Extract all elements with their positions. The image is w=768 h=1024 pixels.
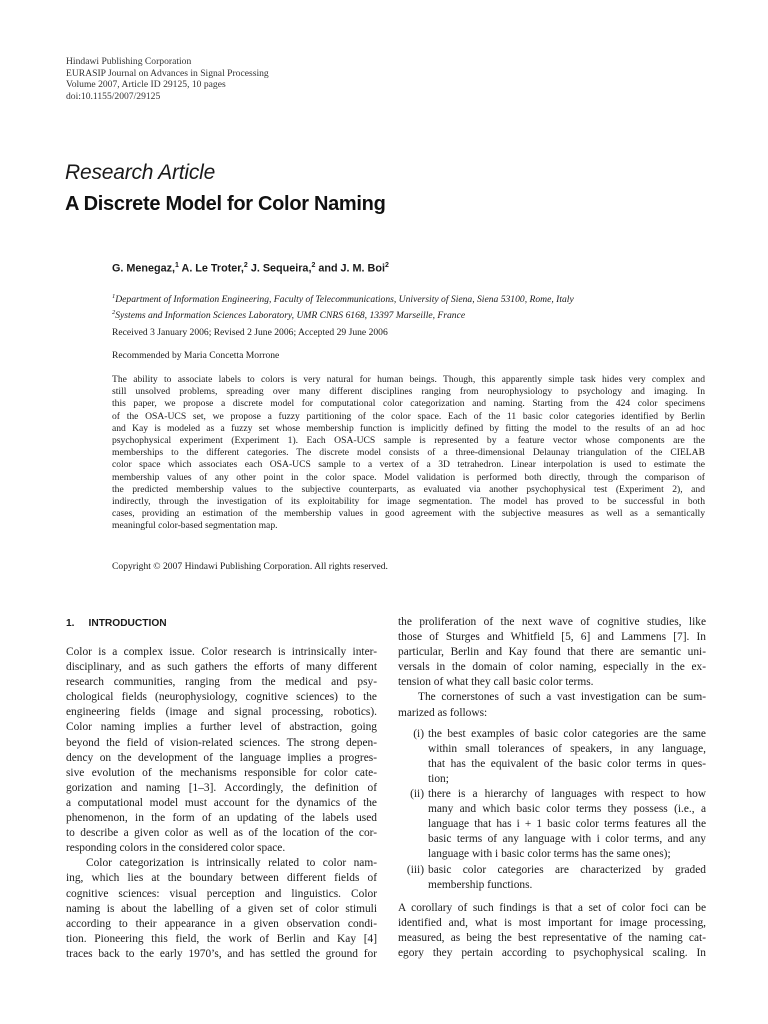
affiliation (112, 306, 574, 322)
text-line: membership functions. (428, 878, 533, 891)
text-line: identified and, what is most important for image processing, (398, 916, 706, 929)
article-kind: Research Article (65, 161, 216, 184)
author-affiliation-mark: 2 (243, 262, 248, 269)
paper-title: A Discrete Model for Color Naming (65, 193, 386, 215)
text-line: responding colors in the considered color space. (66, 842, 286, 855)
journal-name: EURASIP Journal on Advances in Signal Processing (66, 67, 269, 79)
author-affiliation-mark: 2 (384, 262, 389, 269)
text-line: Color is a complex issue. Color research is intrinsically inter- (66, 646, 377, 658)
abstract-line: membership values of any other point in the color space. Model validation is performed both directly, through the comparison of (112, 471, 705, 483)
text-line: tion. Pioneering this field, the work of Berlin and Kay [4] (66, 932, 377, 945)
text-line: those of Sturges and Whitfield [5, 6] and Lammens [7]. In (398, 631, 706, 644)
text-line: the proliferation of the next wave of cognitive studies, like (398, 616, 706, 628)
abstract-line: meaningful color-based segmentation map. (112, 520, 278, 532)
body-column-right (398, 615, 706, 961)
copyright-notice: Copyright © 2007 Hindawi Publishing Corporation. All rights reserved. (112, 561, 388, 572)
text-line: dency on the development of the language implies a progres- (66, 751, 377, 764)
abstract-line: indirectly, through the investigation of its exploitability for image segmentation. The model has proved to be successful in both (112, 496, 705, 508)
abstract-line: psychophysical experiment (Experiment 1). Each OSA-UCS sample is represented by a feature vector whose components are the (112, 435, 705, 447)
text-line: versals in the domain of color naming, especially in the ex- (398, 661, 706, 674)
text-line: there is a hierarchy of languages with respect to how (428, 788, 706, 801)
section-title: INTRODUCTION (88, 618, 167, 629)
affiliation (112, 290, 574, 306)
text-line: that has the equivalent of the basic color terms in ques- (428, 757, 706, 770)
affiliation-mark: 2 (112, 309, 116, 317)
section-heading (66, 618, 167, 629)
volume-info: Volume 2007, Article ID 29125, 10 pages (66, 79, 226, 91)
text-line: sive evolution of the mechanisms responsible for color cate- (66, 766, 377, 779)
body-column-left (66, 645, 377, 962)
list-item (398, 863, 706, 893)
abstract-line: the predicted membership values to the subjective counterparts, as evaluated via another psychophysical test (Experiment 2), and (112, 483, 705, 495)
recommended-by: Recommended by Maria Concetta Morrone (112, 350, 280, 361)
text-line: The cornerstones of such a vast investigation can be sum- (418, 691, 706, 704)
author-name: G. Menegaz, (112, 262, 175, 275)
text-line: measured, as being the best representative of the naming cat- (398, 931, 706, 944)
text-line: basic color categories are characterized by graded (428, 863, 706, 876)
abstract-line: color space which associates each OSA-UCS sample to a vertex of a 3D tetrahedron. Linear interpolation is used to estimate the (112, 459, 705, 471)
text-line: A corollary of such findings is that a set of color foci can be (398, 901, 706, 914)
text-line: marized as follows: (398, 706, 488, 719)
text-line: language that has i + 1 basic color terms features all the (428, 818, 706, 831)
author-name: A. Le Troter, (181, 262, 244, 275)
text-line: cognitive sciences: visual perception and linguistics. Color (66, 887, 377, 900)
affiliation-text: Systems and Information Sciences Laboratory, UMR CNRS 6168, 13397 Marseille, France (115, 310, 466, 322)
text-line: engineering fields (image and signal processing, robotics). (66, 706, 377, 719)
abstract-line: The ability to associate labels to colors is very natural for human beings. Though, this apparently simple task hides very complex and (112, 374, 705, 385)
text-line: according to their appearance in a given observation condi- (66, 917, 377, 930)
author-affiliation-mark: 1 (175, 262, 179, 269)
text-line: gorization and naming [1–3]. Accordingly, the definition of (66, 781, 377, 794)
affiliations (112, 290, 574, 322)
text-line: ing, which lies at the boundary between different fields of (66, 872, 377, 885)
list-item (398, 727, 706, 787)
abstract-line: memberships to the different categories. The discrete model consists of a three-dimensional Delaunay triangulation of the CIELAB (112, 447, 705, 459)
text-line: egory they pertain according to psychophysical scaling. In (398, 946, 706, 959)
author-list (112, 262, 389, 275)
text-line: language with i basic color terms has the same ones); (428, 848, 671, 861)
text-line: chological fields (neurophysiology, cognitive sciences) to the (66, 691, 377, 704)
text-line: basic terms of any language with i color terms, and any (428, 833, 706, 846)
text-line: tion; (428, 772, 449, 785)
list-item-label: (iii) (406, 863, 424, 876)
text-line: within small tolerances of speakers, in any language, (428, 742, 706, 755)
text-line: traces back to the early 1970’s, and has settled the ground for (66, 947, 377, 960)
text-line: many and which basic color terms they possess (i.e., a (428, 803, 706, 816)
abstract-line: this paper, we propose a discrete model for computational color categorization and naming. Starting from the 424 color specimens (112, 398, 705, 410)
affiliation-mark: 1 (112, 293, 116, 300)
doi: doi:10.1155/2007/29125 (66, 90, 161, 102)
publisher: Hindawi Publishing Corporation (66, 56, 192, 67)
author-name: and J. M. Boi (318, 262, 385, 275)
text-line: Color naming implies a further level of abstraction, going (66, 721, 377, 734)
text-line: to describe a given color as well as of the location of the cor- (66, 827, 377, 840)
abstract-line: still unsolved problems, spreading over many different disciplines ranging from neurophysiology to psychology and imaging. In (112, 386, 705, 398)
text-line: tension of what they call basic color terms. (398, 676, 594, 689)
abstract (112, 374, 705, 533)
author-name: J. Sequeira, (250, 262, 312, 275)
affiliation-text: Department of Information Engineering, Faculty of Telecommunications, University of Siena, Siena 53100, Rome, Italy (115, 294, 574, 306)
list-item (398, 787, 706, 862)
list-item-label: (ii) (410, 788, 424, 801)
section-number: 1. (66, 618, 75, 629)
text-line: naming is about the labelling of a given set of color stimuli (66, 902, 377, 915)
author-affiliation-mark: 2 (311, 262, 316, 269)
publication-dates: Received 3 January 2006; Revised 2 June 2006; Accepted 29 June 2006 (112, 327, 388, 338)
text-line: the best examples of basic color categories are the same (428, 727, 706, 740)
text-line: Color categorization is intrinsically related to color nam- (86, 857, 377, 870)
text-line: beyond the field of vision-related sciences. The strong depen- (66, 736, 377, 749)
list-item-label: (i) (413, 727, 424, 740)
abstract-line: and Kay is modeled as a fuzzy set whose membership function is implicitly defined by fitting the model to the results of an ad hoc (112, 422, 705, 434)
text-line: disciplinary, and as such gathers the efforts of many different (66, 661, 377, 674)
text-line: research communities, ranging from the medical and psy- (66, 676, 377, 689)
text-line: particular, Berlin and Kay found that there are semantic uni- (398, 646, 706, 659)
abstract-line: cases, providing an estimation of the membership values in good agreement with the subjective measures as well as a semantically (112, 508, 705, 520)
text-line: a computational model must account for the dynamics of the (66, 796, 377, 809)
abstract-line: of the OSA-UCS set, we propose a fuzzy partitioning of the color space. Each of the 11 basic color categories identified by Berlin (112, 410, 705, 422)
text-line: phenomenon, in the form of an updating of the labels used (66, 812, 377, 825)
journal-header (66, 56, 269, 102)
